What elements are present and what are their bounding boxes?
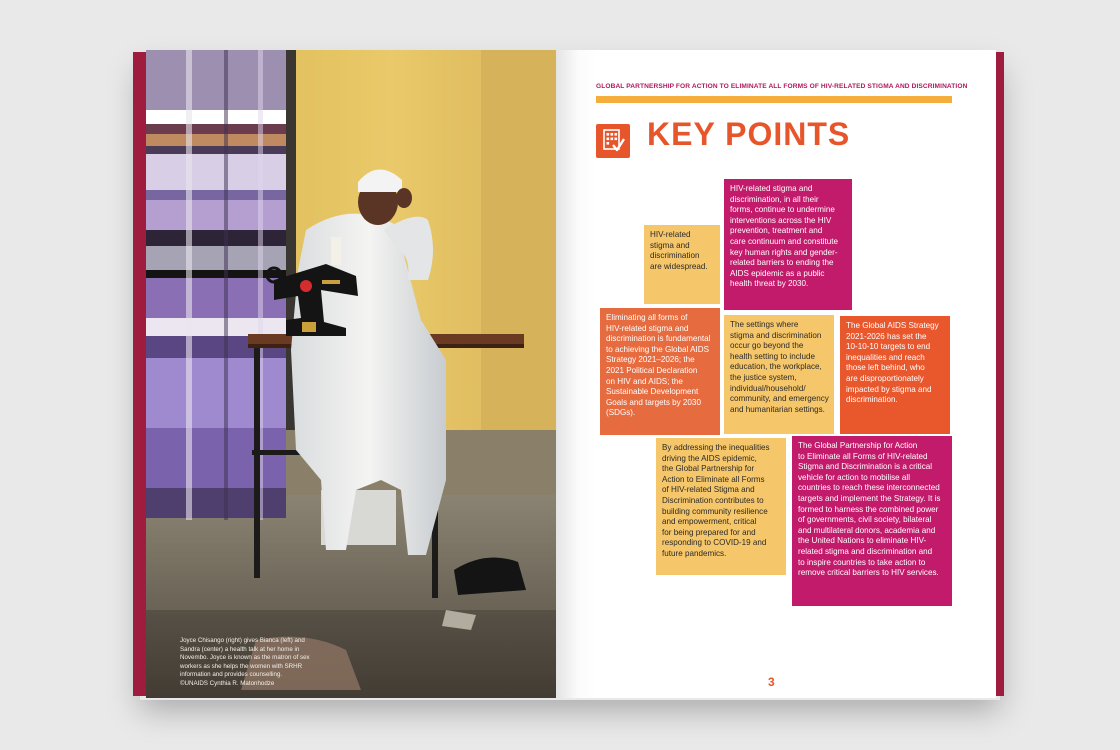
key-point-5-line: are disproportionately xyxy=(846,373,924,383)
key-point-6-line: the Global Partnership for xyxy=(662,464,755,474)
caption-line: Novembo. Joyce is known as the matron of sex xyxy=(180,654,310,662)
key-point-7-line: of governments, civil society, bilateral xyxy=(798,515,932,525)
key-point-5-line: The Global AIDS Strategy xyxy=(846,321,939,330)
page-title: KEY POINTS xyxy=(647,116,851,152)
key-point-3-line: to achieving the Global AIDS xyxy=(606,344,710,354)
key-point-4-line: community, and emergency xyxy=(730,394,829,404)
key-point-4-line: health setting to include xyxy=(730,351,816,361)
key-point-6-line: By addressing the inequalities xyxy=(662,443,770,452)
key-point-7-line: The Global Partnership for Action xyxy=(798,441,918,450)
key-point-7 xyxy=(792,436,952,606)
key-point-3-line: 2021 Political Declaration xyxy=(606,365,698,375)
key-point-7-line: formed to harness the combined power xyxy=(798,504,939,514)
caption-line: Sandra (center) a health talk at her home in xyxy=(180,645,300,653)
key-point-7-line: Stigma and Discrimination is a critical xyxy=(798,462,933,472)
right-page-key-points xyxy=(556,50,996,698)
key-point-6-line: for being prepared for and xyxy=(662,527,756,537)
photo-tailor-at-sewing-machine xyxy=(146,50,556,698)
key-point-5-line: discrimination. xyxy=(846,395,898,405)
key-point-4-line: occur go beyond the xyxy=(730,341,804,351)
key-point-2-line: health threat by 2030. xyxy=(730,279,809,289)
booklet-cover-edge-left xyxy=(133,52,147,696)
key-point-5-line: inequalities and reach xyxy=(846,352,925,362)
key-point-4-line: stigma and discrimination xyxy=(730,330,822,340)
caption-line: information and provides counselling. xyxy=(180,671,283,679)
key-point-4-line: the justice system, xyxy=(730,372,797,382)
key-point-6-line: Action to Eliminate all Forms xyxy=(662,474,765,484)
key-point-4-line: education, the workplace, xyxy=(730,362,822,372)
key-point-3 xyxy=(600,308,720,435)
key-point-3-line: Eliminating all forms of xyxy=(606,313,688,322)
key-point-6-line: driving the AIDS epidemic, xyxy=(662,453,757,463)
key-point-4 xyxy=(724,315,834,434)
key-point-2-line: care continuum and constitute xyxy=(730,236,838,246)
key-point-4-line: The settings where xyxy=(730,320,799,329)
caption-line: workers as she helps the women with SRHR xyxy=(180,662,303,670)
key-point-6-line: and empowerment, critical xyxy=(662,517,757,527)
key-point-1-line: stigma and xyxy=(650,240,690,250)
key-point-4-line: and humanitarian settings. xyxy=(730,404,825,414)
key-point-2-line: AIDS epidemic as a public xyxy=(730,268,825,278)
key-point-2-line: discrimination, in all their xyxy=(730,194,819,204)
key-point-5-line: 10-10-10 targets to end xyxy=(846,342,931,352)
key-point-7-line: and multilateral donors, academia and xyxy=(798,525,936,535)
key-point-3-line: Strategy 2021–2026; the xyxy=(606,355,695,365)
photo-caption xyxy=(180,637,320,689)
key-point-4-line: individual/household/ xyxy=(730,383,806,393)
key-point-1-line: HIV-related xyxy=(650,230,691,239)
key-point-5-line: impacted by stigma and xyxy=(846,384,932,394)
key-point-7-line: remove critical barriers to HIV services. xyxy=(798,568,939,578)
key-point-2-line: forms, continue to undermine xyxy=(730,205,835,215)
key-point-3-line: (SDGs). xyxy=(606,408,636,418)
key-point-6 xyxy=(656,438,786,575)
key-point-6-line: Discrimination contributes to xyxy=(662,495,764,505)
key-point-6-line: building community resilience xyxy=(662,506,768,516)
key-point-1 xyxy=(644,225,720,304)
key-point-6-line: of HIV-related Stigma and xyxy=(662,485,755,495)
key-point-5-line: 2021-2026 has set the xyxy=(846,331,927,341)
left-page-photo xyxy=(146,50,556,698)
key-point-7-line: to inspire countries to take action to xyxy=(798,557,926,567)
checklist-icon xyxy=(596,124,630,158)
header-rule xyxy=(596,96,952,103)
running-head: GLOBAL PARTNERSHIP FOR ACTION TO ELIMINATE ALL FORMS OF HIV-RELATED STIGMA AND DISCRIMINATION xyxy=(596,83,968,90)
key-point-5-line: those left behind, who xyxy=(846,363,925,373)
key-point-2 xyxy=(724,179,852,310)
key-point-3-line: on HIV and AIDS; the xyxy=(606,376,683,386)
key-point-7-line: targets and implement the Strategy. It is xyxy=(798,493,941,503)
key-point-2-line: related barriers to ending the xyxy=(730,258,834,268)
key-point-3-line: Goals and targets by 2030 xyxy=(606,397,701,407)
key-point-2-line: prevention, treatment and xyxy=(730,226,823,236)
key-point-7-line: to Eliminate all Forms of HIV-related xyxy=(798,451,928,461)
key-point-7-line: the United Nations to eliminate HIV- xyxy=(798,536,927,546)
caption-credit: ©UNAIDS Cynthia R. Matonhodze xyxy=(180,679,275,687)
page-number: 3 xyxy=(768,675,775,689)
caption-line: Joyce Chisango (right) gives Bianca (left) and xyxy=(180,637,305,644)
key-point-2-line: key human rights and gender- xyxy=(730,247,838,257)
key-point-7-line: vehicle for action to mobilise all xyxy=(798,472,911,482)
key-point-7-line: countries to reach these interconnected xyxy=(798,483,940,493)
key-point-6-line: future pandemics. xyxy=(662,548,727,558)
key-point-3-line: Sustainable Development xyxy=(606,387,699,397)
key-point-1-line: discrimination xyxy=(650,251,700,261)
key-point-6-line: responding to COVID-19 and xyxy=(662,538,767,548)
key-point-5 xyxy=(840,316,950,434)
key-point-2-line: HIV-related stigma and xyxy=(730,184,813,193)
key-point-2-line: interventions across the HIV xyxy=(730,215,832,225)
key-point-1-line: are widespread. xyxy=(650,261,708,271)
key-point-3-line: HIV-related stigma and xyxy=(606,323,689,333)
key-point-3-line: discrimination is fundamental xyxy=(606,334,711,344)
key-point-7-line: related stigma and discrimination and xyxy=(798,546,933,556)
